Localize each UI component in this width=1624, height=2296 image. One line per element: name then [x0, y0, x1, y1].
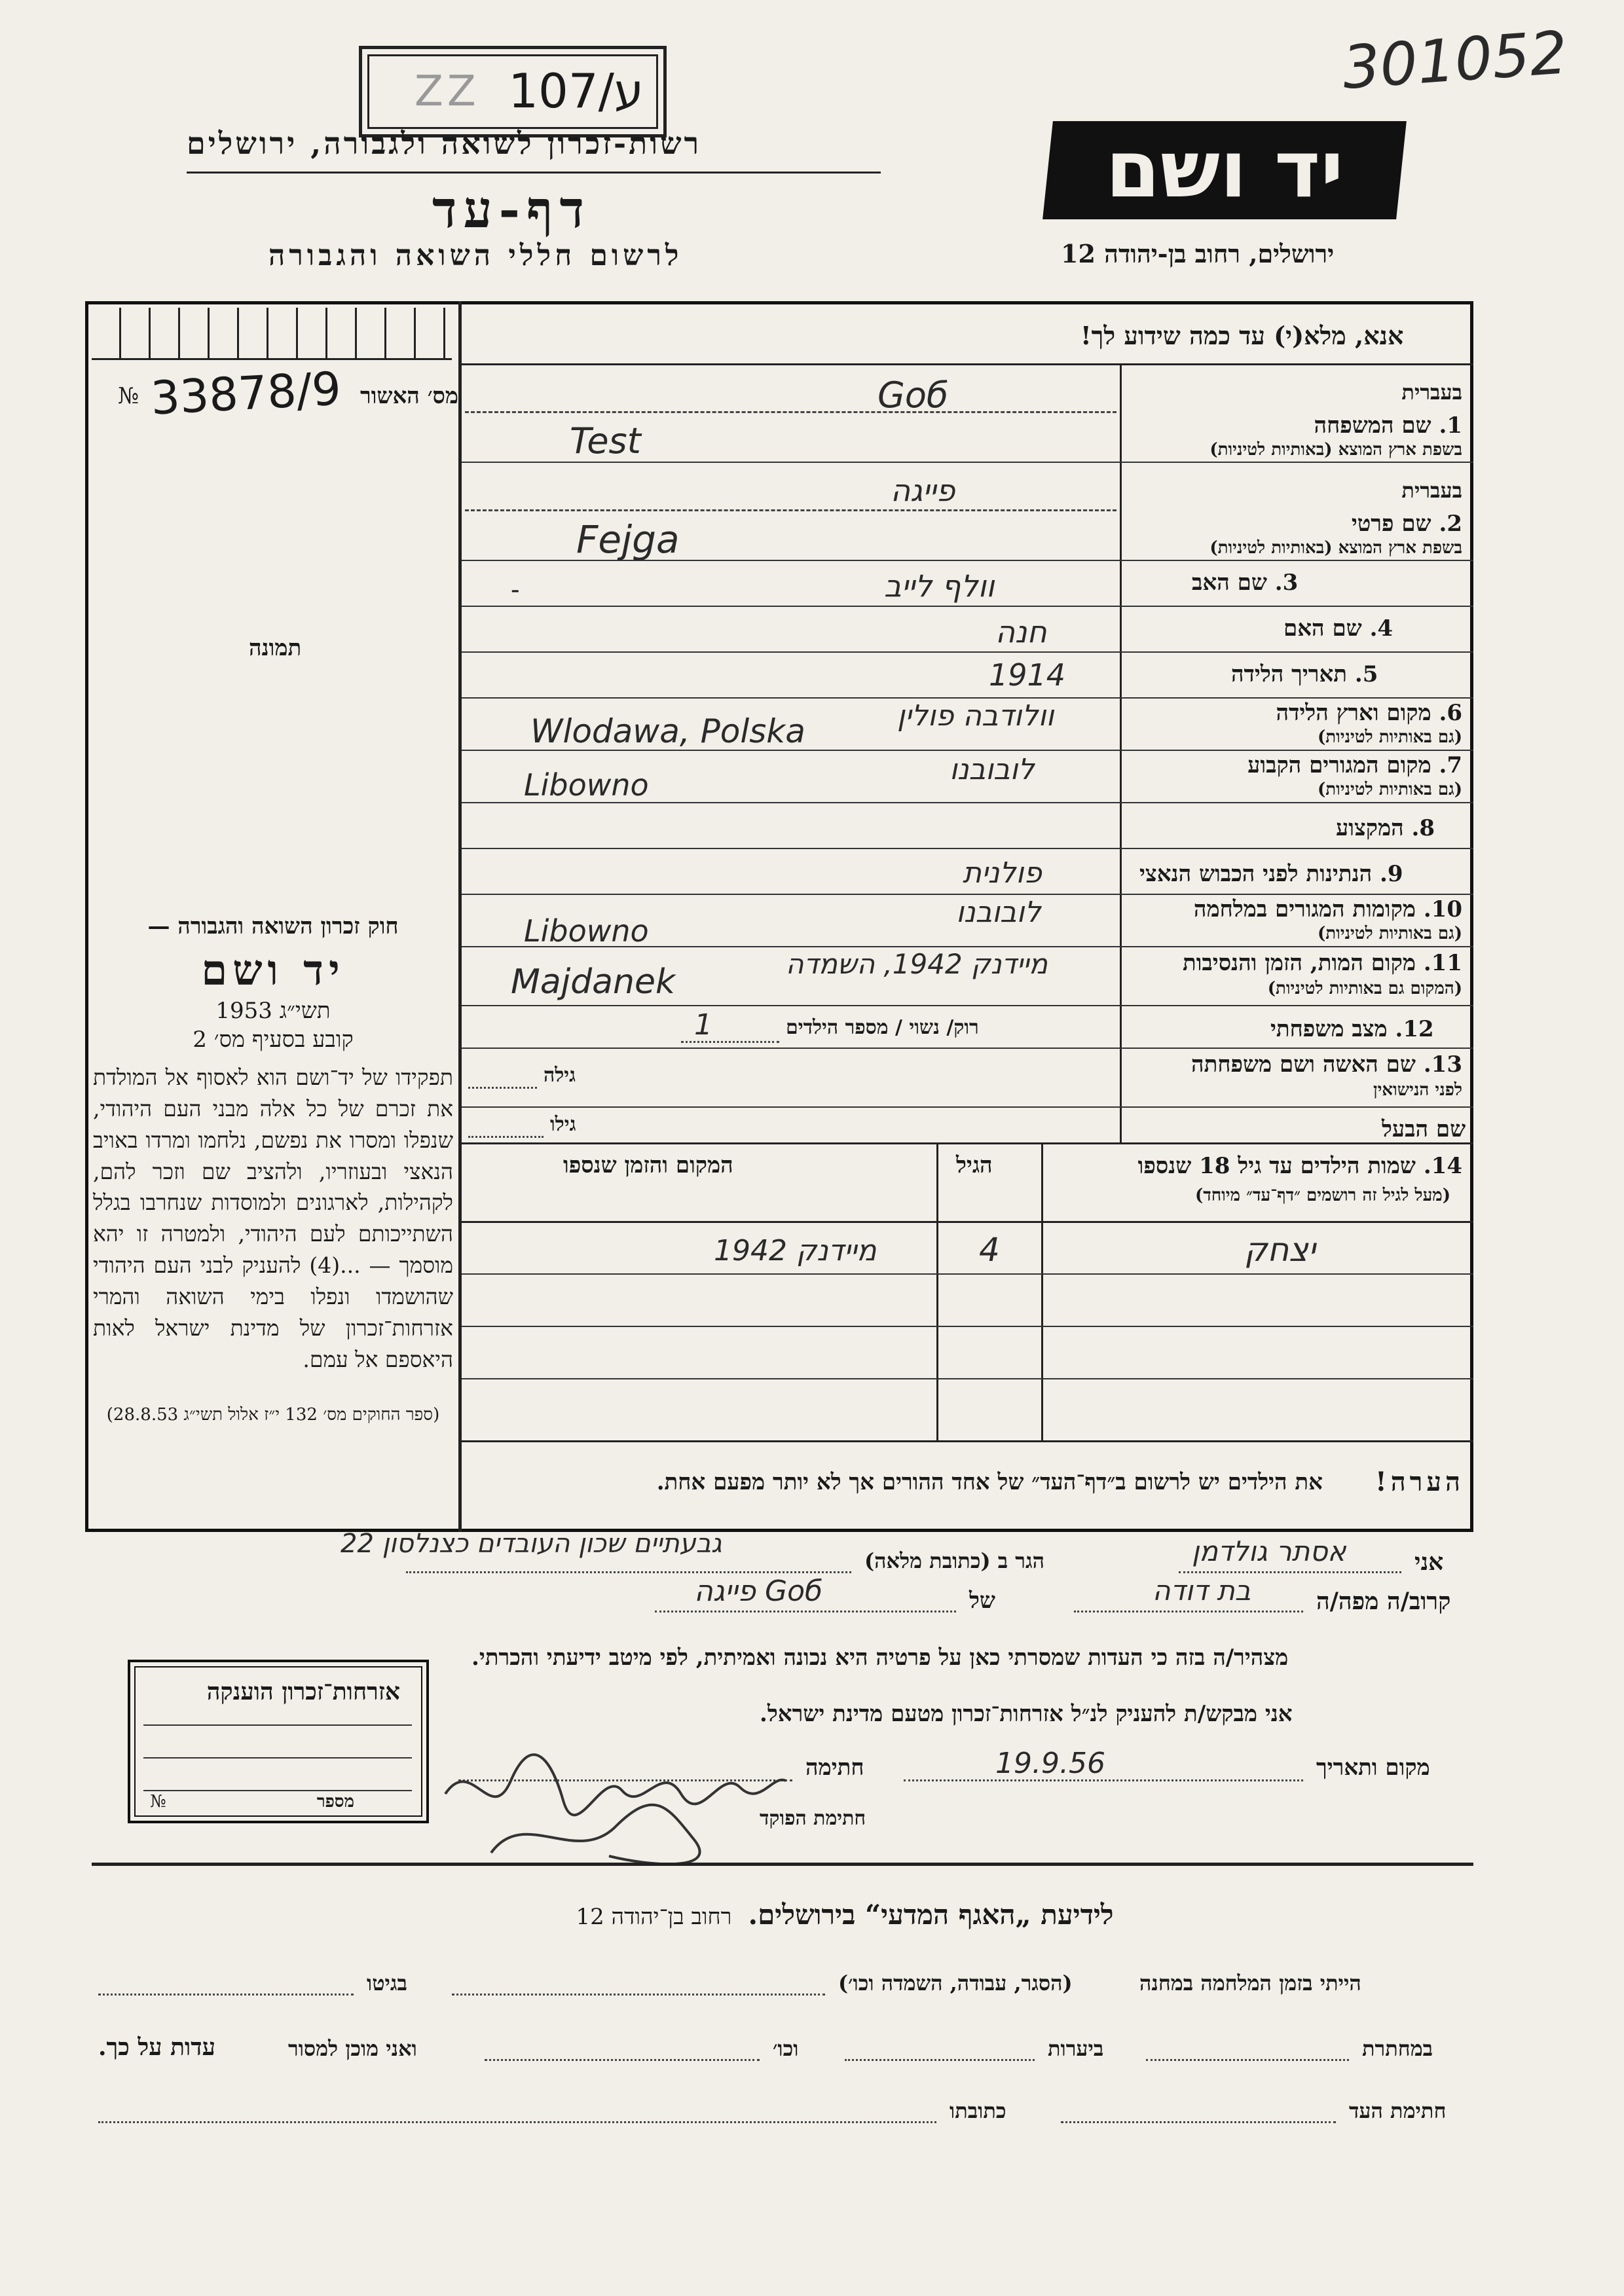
footer-line2-a: במחתרת [1362, 2036, 1433, 2061]
yad-vashem-logo: יד ושם [1043, 121, 1407, 219]
decl-official-label: חתימת הפוקד [760, 1807, 866, 1830]
footer-line2-e: עדות על כך. [98, 2033, 215, 2061]
signature-scribble [432, 1728, 799, 1879]
marital-status-text: רוק/ נשוי / מספר הילדים [786, 1016, 979, 1039]
birthplace-latin: Wlodawa, Polska [530, 712, 805, 750]
field-profession: 8. המקצוע [1336, 815, 1435, 841]
address: ירושלים, רחוב בן-יהודה 12 [1061, 239, 1335, 268]
field-marital: 12. מצב משפחתי [1270, 1016, 1434, 1042]
form-subtitle: לרשום חללי השואה והגבורה [268, 239, 683, 272]
law-block [93, 913, 453, 1425]
law-ref: (ספר החוקים מס׳ 132 י״ז אלול תשי״ג 28.8.53) [106, 1405, 440, 1425]
surname-latin: Test [570, 420, 641, 462]
law-text: תפקידו של יד־ושם הוא לאסוף אל המולדת את זכרם של כל אלה מבני העם היהודי, שנפלו ומסרו את נפשם, נלחמו ומרדו באויב הנאצי ובעוזריו, ולהציב שם וזכר להם, לקהילות, לארגונים ולמוסדות שנחרבו בגלל השתייכותם לעם היהודי, ולמטרה זו יהא מוסמך — ...(4) להעניק לבני העם היהודי שהושמדו ונפלו בימי השואה והמרי אזרחות־זכרון של מדינת ישראל לאות היאספם אל עמם. [93, 1065, 454, 1372]
footer-line2-d: ואני מוכן למסור [288, 2036, 417, 2061]
death-latin: Majdanek [511, 962, 676, 1002]
children-col-place: המקום והזמן שנספו [563, 1152, 733, 1178]
authority-line: רשות-זכרון לשואה ולגבורה, ירושלים [187, 126, 702, 161]
first-name-latin: Fejga [576, 517, 680, 562]
decl-place-date-label: מקום ותאריך [1316, 1755, 1430, 1781]
field-birthplace: 6. מקום וארץ הלידה (גם באותיות לטיניות) [1276, 700, 1462, 747]
husband-age-label: גילו [550, 1113, 576, 1136]
reference-stamp-number: ע/107 [508, 64, 644, 118]
decl-resides-label: הגר ב (כתובת מלאה) [864, 1548, 1044, 1573]
law-title: חוק זכרון השואה והגבורה — [147, 913, 399, 939]
decl-request-text: אני מבקש/ת להעניק לנ״ל אזרחות־זכרון מטעם מדינת ישראל. [760, 1701, 1293, 1727]
children-count: 1 [694, 1008, 712, 1042]
birthplace-hebrew: וולודבה פולין [897, 699, 1054, 733]
field-father: 3. שם האב [1192, 570, 1299, 596]
surname-hebrew: Goб [877, 374, 949, 416]
approval-label: מס׳ האשור [360, 383, 459, 409]
law-clause: קובע בסעיף מס׳ 2 [193, 1027, 354, 1053]
decl-signature-label: חתימה [805, 1755, 864, 1781]
field-birthdate: 5. תאריך הלידה [1231, 661, 1378, 687]
footer-line2-b: ביערות [1048, 2036, 1104, 2061]
field-mother: 4. שם האם [1283, 615, 1393, 642]
death-hebrew: מיידנק 1942, השמדה [786, 948, 1048, 980]
law-name: יד ושם [201, 946, 345, 995]
law-year: תשי״ג 1953 [215, 998, 331, 1024]
award-number-prefix: № [150, 1792, 166, 1812]
child-place: מיידנק 1942 [714, 1234, 877, 1267]
award-number-label: מספר [316, 1792, 354, 1812]
date-value: 19.9.56 [995, 1747, 1105, 1780]
field-nationality: 9. הנתינות לפני הכבוש הנאצי [1139, 861, 1403, 887]
declarant-name: אסתר גולדמן [1192, 1535, 1346, 1567]
form-title: דף-עד [432, 180, 591, 240]
field-first-name: בעברית 2. שם פרטי בשפת ארץ המוצא (באותיות לטיניות) [1209, 478, 1462, 558]
file-number: 301052 [1340, 18, 1570, 103]
reference-stamp-hidden: ZZ [415, 67, 480, 116]
footer-line1-c: בגיטו [367, 1971, 407, 1995]
award-box-title: אזרחות־זכרון הוענקה [206, 1678, 400, 1705]
field-residence: 7. מקום המגורים הקבוע (גם באותיות לטיניות) [1247, 752, 1462, 799]
nationality-value: פולנית [963, 856, 1042, 890]
field-husband: שם הבעל [1382, 1116, 1466, 1142]
children-col-age: הגיל [956, 1152, 993, 1178]
father-value: וולף לייב [884, 568, 995, 604]
war-residence-latin: Libowno [524, 913, 649, 949]
decl-ani: אני [1414, 1548, 1444, 1576]
war-residence-hebrew: לובובנו [956, 896, 1041, 929]
footer-line1-a: הייתי בזמן המלחמה במחנה [1139, 1971, 1361, 1995]
field-war-residence: 10. מקומות המגורים במלחמה (גם באותיות לטיניות) [1193, 896, 1462, 943]
footer-line3-b: כתובתו [950, 2098, 1006, 2123]
approval-number: 33878/9 [149, 361, 342, 426]
field-death: 11. מקום המות, הזמן והנסיבות (המקום גם באותיות לטיניות) [1182, 950, 1462, 998]
wife-age-label: גילה [544, 1064, 576, 1087]
approval-prefix: № [118, 383, 139, 409]
field-surname: בעברית 1. שם המשפחה בשפת ארץ המוצא (באותיות לטיניות) [1209, 380, 1462, 460]
intro-text: אנא, מלא(י) עד כמה שידוע לך! [1080, 321, 1404, 350]
declarant-address: גבעתיים שכון העובדים כצנלסון 22 [341, 1529, 722, 1559]
child-name: יצחק [1244, 1231, 1316, 1269]
mother-value: חנה [995, 614, 1047, 649]
children-table-header: 14. שמות הילדים עד גיל 18 שנספו (מעל לגיל זה רושמים ״דף־עד״ מיוחד) [1137, 1153, 1462, 1205]
remark: הערה! את הילדים יש לרשום ב״דף־העד״ של אחד ההורים אך לא יותר מפעם אחת. [656, 1467, 1464, 1497]
first-name-hebrew: פייגה [891, 473, 955, 508]
of-value: פייגה Goб [694, 1575, 823, 1608]
footer-line2-c: וכו׳ [773, 2036, 799, 2061]
relation-value: בת דודה [1153, 1575, 1251, 1607]
child-age: 4 [979, 1231, 1000, 1269]
reference-stamp [359, 46, 667, 137]
photo-label: תמונה [249, 635, 302, 661]
footer-line1-b: (הסגר, עבודה, השמדה וכו׳) [838, 1971, 1073, 1995]
decl-declare-text: מצהיר/ה בזה כי העדות שמסרתי כאן על פרטיה היא נכונה ואמיתית, לפי מיטב ידיעתי והכרתי. [471, 1645, 1289, 1671]
tick-strip [92, 308, 452, 360]
decl-relative-label: קרוב/ה מפה/ה [1316, 1588, 1451, 1615]
residence-latin: Libowno [524, 767, 649, 803]
award-box [128, 1660, 429, 1823]
field-wife: 13. שם האשה ושם משפחתה לפני הנישואין [1191, 1051, 1462, 1100]
residence-hebrew: לובובנו [950, 753, 1035, 786]
decl-of-label: של [969, 1588, 995, 1614]
birthdate-value: 1914 [989, 657, 1066, 693]
footer-notice: לידיעת „האגף המדעי“ בירושלים. רחוב בן־יהודה 12 [576, 1899, 1114, 1931]
footer-line3-a: חתימת העד [1349, 2098, 1447, 2123]
